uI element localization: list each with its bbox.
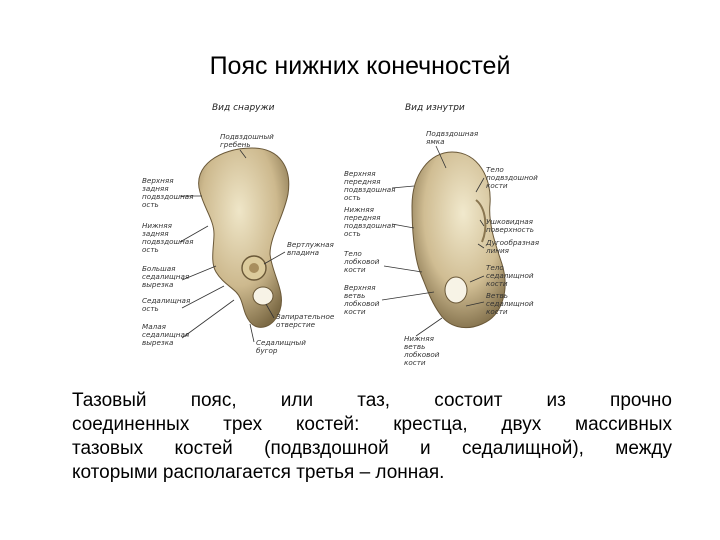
body-line: тазовых костей (подвздошной и седалищной), между (72, 438, 672, 459)
label-arcuate-line: Дугообразная линия (486, 238, 540, 255)
pelvic-bones-figure (130, 96, 580, 366)
hip-bone-outside (199, 148, 289, 327)
label-ilium-body: Тело подвздошной кости (486, 165, 538, 190)
body-line: которыми располагается третья – лонная. (72, 462, 445, 483)
view-outside-label: Вид снаружи (212, 103, 275, 113)
body-line: соединенных трех костей: крестца, двух массивных (72, 414, 672, 435)
label-superior-pubic-ramus: Верхняя ветвь лобковой кости (344, 283, 380, 316)
label-greater-sciatic-notch: Большая седалищная вырезка (142, 264, 190, 289)
label-auricular-surface: Ушковидная поверхность (486, 217, 535, 234)
label-ischium-ramus: Ветвь седалищной кости (486, 291, 534, 316)
pelvic-bones-illustration (130, 96, 580, 366)
body-line: Тазовый пояс, или таз, состоит из прочно (72, 390, 672, 411)
body-paragraph (72, 389, 672, 485)
label-iliac-fossa: Подвздошная ямка (426, 129, 479, 146)
label-lesser-sciatic-notch: Малая седалищная вырезка (142, 322, 190, 347)
slide-title: Пояс нижних конечностей (209, 52, 511, 80)
label-sciatic-tuberosity: Седалищный бугор (256, 338, 306, 355)
label-lower-posterior-spine: Нижняя задняя подвздошная ость (142, 221, 194, 254)
label-sciatic-spine: Седалищная ость (142, 296, 191, 313)
view-inside-label: Вид изнутри (405, 103, 465, 113)
label-inferior-pubic-ramus: Нижняя ветвь лобковой кости (404, 334, 440, 366)
label-lower-anterior-spine: Нижняя передняя подвздошная ость (344, 205, 396, 238)
label-ischium-body: Тело седалищной кости (486, 263, 534, 288)
label-upper-anterior-spine: Верхняя передняя подвздошная ость (344, 169, 396, 202)
label-acetabulum: Вертлужная впадина (287, 240, 334, 257)
label-pubic-body: Тело лобковой кости (344, 249, 380, 274)
label-iliac-crest: Подвздошный гребень (220, 132, 274, 149)
label-obturator-foramen: Запирательное отверстие (276, 312, 335, 329)
label-upper-posterior-spine: Верхняя задняя подвздошная ость (142, 176, 194, 209)
